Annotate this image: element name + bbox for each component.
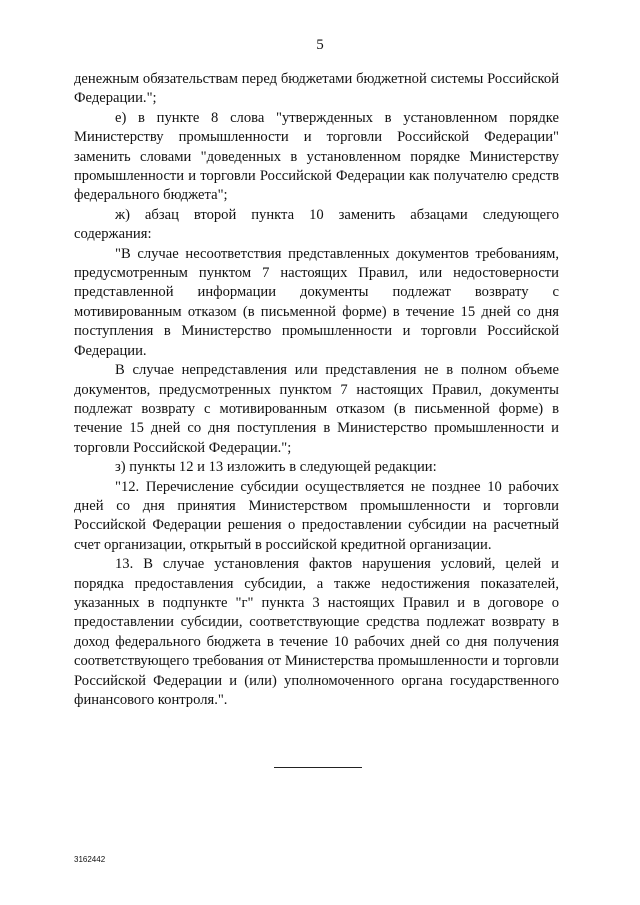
paragraph-point-12: "12. Перечисление субсидии осуществляется не позднее 10 рабочих дней со дня принятия Министерством промышленности и торговли Российской Федерации решения о предоставлении субсидии на расчетный счет организации, открытый в российской кредитной организации. [74,478,559,553]
document-body [74,70,559,710]
paragraph-quote-nonsubmission: В случае непредставления или представления не в полном объеме документов, предусмотренных пунктом 7 настоящих Правил, документы подлежат возврату с мотивированным отказом (в письменной форме) в течение 15 дней со дня поступления в Министерство промышленности и торговли Российской Федерации."; [74,362,559,456]
paragraph-continuation: денежным обязательствам перед бюджетами бюджетной системы Российской Федерации."; [74,71,559,107]
paragraph-item-z: з) пункты 12 и 13 изложить в следующей редакции: [115,459,437,476]
document-code: 3162442 [74,855,106,864]
paragraph-item-e: е) в пункте 8 слова "утвержденных в установленном порядке Министерству промышленности и торговли Российской Федерации" заменить словами "доведенных в установленном порядке Министерству промышленности и торговли Российской Федерации как получателю средств федерального бюджета"; [74,109,559,204]
end-separator-line [274,767,362,768]
paragraph-item-zh: ж) абзац второй пункта 10 заменить абзацами следующего содержания: [74,206,559,243]
paragraph-quote-nonconformity: "В случае несоответствия представленных документов требованиям, предусмотренным пунктом 7 настоящих Правил, или недостоверности представленной информации документы подлежат возврату с мотивированным отказом (в письменной форме) в течение 15 дней со дня поступления в Министерство промышленности и торговли Российской Федерации. [74,245,559,359]
page-number: 5 [316,37,324,53]
paragraph-point-13: 13. В случае установления фактов нарушения условий, целей и порядка предоставления субсидии, а также недостижения показателей, указанных в подпункте "г" пункта 3 настоящих Правил и в договоре о предоставлении субсидии, соответствующие средства подлежат возврату в доход федерального бюджета в течение 10 рабочих дней со дня получения соответствующего требования от Министерства промышленности и торговли Российской Федерации и (или) уполномоченного органа государственного финансового контроля.". [74,556,559,708]
